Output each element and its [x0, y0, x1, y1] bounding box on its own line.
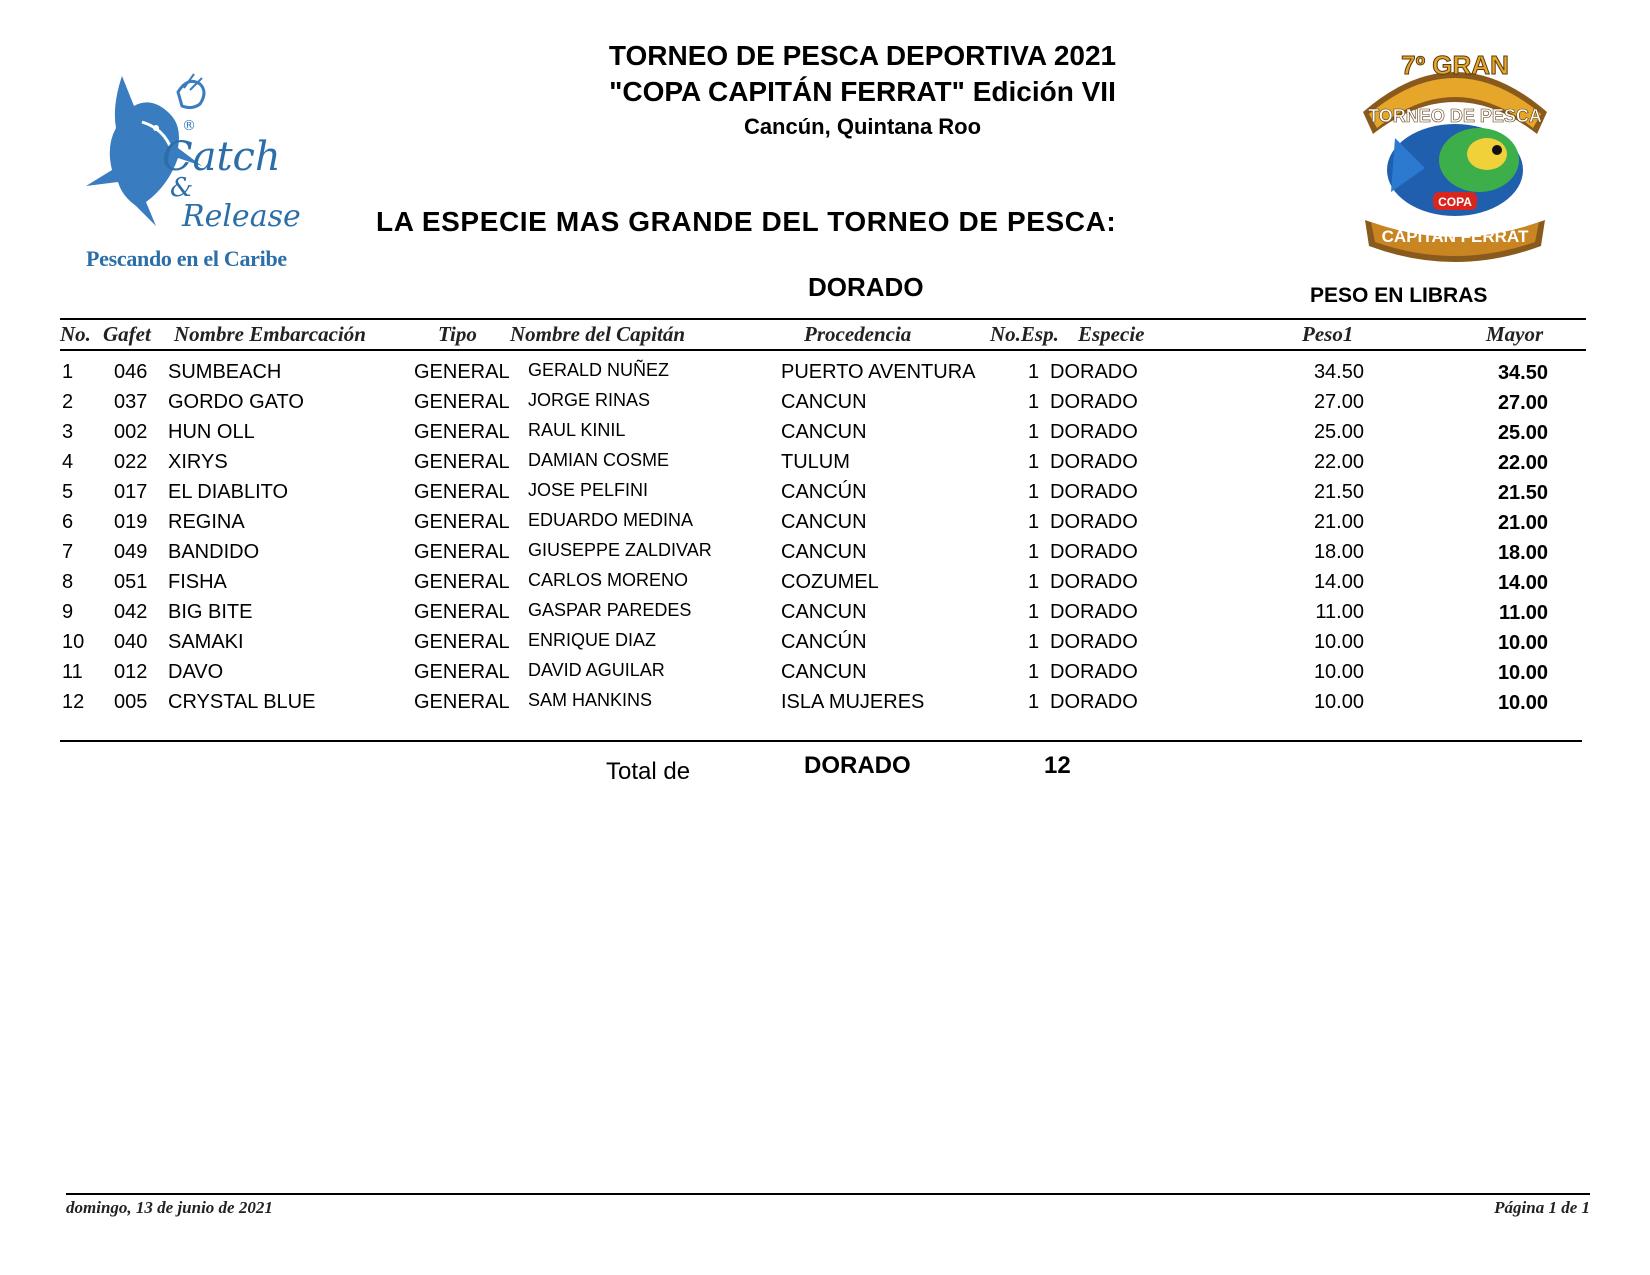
cell-peso1: 10.00 [1313, 631, 1364, 653]
table-row [0, 601, 1650, 631]
cell-gafet: 002 [114, 421, 148, 443]
table-row [0, 451, 1650, 481]
cell-origin: CANCUN [781, 391, 867, 413]
col-header-origin: Procedencia [804, 322, 912, 346]
cell-mayor: 34.50 [1497, 362, 1548, 384]
cell-species: DORADO [1050, 541, 1138, 563]
registered-mark: ® [182, 118, 196, 134]
cell-origin: CANCUN [781, 421, 867, 443]
cell-no-esp: 1 [1028, 601, 1040, 623]
cell-tipo: GENERAL [414, 391, 510, 413]
table-row [0, 481, 1650, 511]
catch-release-logo [82, 66, 301, 276]
col-header-no: No. [60, 322, 91, 346]
header-top-rule [60, 318, 1586, 320]
cell-peso1: 27.00 [1313, 391, 1364, 413]
cell-mayor: 21.50 [1497, 482, 1548, 504]
cell-tipo: GENERAL [414, 691, 510, 713]
cell-no-esp: 1 [1028, 691, 1040, 713]
marlin-icon [82, 66, 301, 276]
table-row [0, 421, 1650, 451]
report-subtitle: "COPA CAPITÁN FERRAT" Edición VII [609, 76, 1116, 107]
cell-no: 10 [62, 631, 85, 653]
cell-origin: CANCUN [781, 661, 867, 683]
table-row [0, 661, 1650, 691]
cell-peso1: 10.00 [1313, 661, 1364, 683]
cell-origin: CANCUN [781, 601, 867, 623]
cell-boat: BIG BITE [168, 601, 253, 623]
cell-no-esp: 1 [1028, 511, 1040, 533]
cell-no: 2 [62, 391, 74, 413]
cell-no-esp: 1 [1028, 361, 1040, 383]
cell-no: 5 [62, 481, 74, 503]
cell-tipo: GENERAL [414, 541, 510, 563]
cell-captain: JORGE RINAS [528, 390, 651, 410]
footer-date: domingo, 13 de junio de 2021 [66, 1198, 273, 1217]
cell-captain: EDUARDO MEDINA [528, 510, 694, 530]
cell-no-esp: 1 [1028, 631, 1040, 653]
cell-mayor: 22.00 [1497, 452, 1548, 474]
report-title: TORNEO DE PESCA DEPORTIVA 2021 [608, 40, 1117, 71]
col-header-tipo: Tipo [438, 322, 477, 346]
cell-captain: CARLOS MORENO [528, 570, 689, 590]
total-label: Total de [606, 758, 691, 785]
cell-gafet: 005 [114, 691, 148, 713]
cell-species: DORADO [1050, 421, 1138, 443]
cell-tipo: GENERAL [414, 481, 510, 503]
cell-no-esp: 1 [1028, 481, 1040, 503]
col-header-peso1: Peso1 [1302, 322, 1354, 346]
cell-mayor: 10.00 [1497, 692, 1548, 714]
cell-tipo: GENERAL [414, 571, 510, 593]
tournament-logo [1355, 42, 1555, 258]
cell-captain: SAM HANKINS [528, 690, 653, 710]
col-header-species: Especie [1078, 322, 1145, 346]
cell-boat: GORDO GATO [168, 391, 304, 413]
table-row [0, 511, 1650, 541]
cell-gafet: 040 [114, 631, 148, 653]
table-row [0, 391, 1650, 421]
cell-boat: CRYSTAL BLUE [168, 691, 316, 713]
cell-no-esp: 1 [1028, 541, 1040, 563]
table-row [0, 691, 1650, 721]
total-count: 12 [1044, 752, 1071, 779]
cell-peso1: 10.00 [1313, 691, 1364, 713]
cell-captain: RAUL KINIL [528, 420, 626, 440]
cell-peso1: 11.00 [1315, 601, 1364, 623]
brand-word-catch: Catch [162, 134, 281, 180]
col-header-boat: Nombre Embarcación [174, 322, 366, 346]
cell-gafet: 019 [114, 511, 148, 533]
cell-tipo: GENERAL [414, 361, 510, 383]
cell-no-esp: 1 [1028, 421, 1040, 443]
col-header-captain: Nombre del Capitán [510, 322, 686, 346]
cell-species: DORADO [1050, 571, 1138, 593]
tournament-emblem-icon [1355, 42, 1555, 258]
cell-gafet: 051 [114, 571, 148, 593]
emblem-line2: TORNEO DE PESCA [1368, 106, 1542, 126]
units-heading: PESO EN LIBRAS [1310, 284, 1488, 307]
cell-boat: REGINA [168, 511, 245, 533]
cell-species: DORADO [1050, 511, 1138, 533]
cell-mayor: 27.00 [1497, 392, 1548, 414]
cell-gafet: 012 [114, 661, 148, 683]
report-location: Cancún, Quintana Roo [743, 114, 982, 139]
cell-boat: FISHA [168, 571, 227, 593]
total-species: DORADO [804, 752, 911, 779]
cell-captain: JOSE PELFINI [528, 480, 649, 500]
cell-species: DORADO [1050, 451, 1138, 473]
cell-captain: DAVID AGUILAR [528, 660, 665, 680]
col-header-mayor: Mayor [1486, 322, 1544, 346]
cell-tipo: GENERAL [414, 661, 510, 683]
cell-tipo: GENERAL [414, 421, 510, 443]
cell-gafet: 046 [114, 361, 148, 383]
cell-no-esp: 1 [1028, 391, 1040, 413]
cell-no: 3 [62, 421, 74, 443]
cell-origin: CANCUN [781, 541, 867, 563]
cell-mayor: 10.00 [1497, 632, 1548, 654]
cell-origin: ISLA MUJERES [781, 691, 925, 713]
cell-no: 4 [62, 451, 74, 473]
cell-captain: GASPAR PAREDES [528, 600, 692, 620]
emblem-line1: 7º GRAN [1401, 50, 1509, 80]
cell-no: 8 [62, 571, 74, 593]
cell-peso1: 34.50 [1313, 361, 1364, 383]
table-row [0, 571, 1650, 601]
cell-species: DORADO [1050, 481, 1138, 503]
cell-peso1: 14.00 [1313, 571, 1364, 593]
cell-mayor: 18.00 [1497, 542, 1548, 564]
cell-no: 9 [62, 601, 74, 623]
emblem-banner: CAPITAN FERRAT [1381, 227, 1529, 246]
cell-species: DORADO [1050, 601, 1138, 623]
cell-boat: DAVO [168, 661, 224, 683]
cell-gafet: 049 [114, 541, 148, 563]
cell-peso1: 21.00 [1313, 511, 1364, 533]
cell-mayor: 14.00 [1497, 572, 1548, 594]
cell-no-esp: 1 [1028, 451, 1040, 473]
cell-mayor: 10.00 [1497, 662, 1548, 684]
cell-captain: ENRIQUE DIAZ [528, 630, 657, 650]
report-headline: LA ESPECIE MAS GRANDE DEL TORNEO DE PESCA: [376, 206, 1117, 237]
cell-tipo: GENERAL [414, 451, 510, 473]
cell-no-esp: 1 [1028, 661, 1040, 683]
cell-gafet: 037 [114, 391, 148, 413]
cell-gafet: 022 [114, 451, 148, 473]
table-row [0, 361, 1650, 391]
header-bottom-rule [60, 349, 1586, 351]
footer-rule [66, 1193, 1590, 1195]
species-heading: DORADO [808, 272, 924, 302]
cell-origin: CANCÚN [781, 631, 867, 653]
brand-amp: & [170, 173, 194, 203]
cell-peso1: 21.50 [1313, 481, 1364, 503]
cell-boat: XIRYS [168, 451, 228, 473]
cell-boat: HUN OLL [168, 421, 255, 443]
cell-tipo: GENERAL [414, 601, 510, 623]
cell-species: DORADO [1050, 361, 1138, 383]
cell-species: DORADO [1050, 691, 1138, 713]
cell-origin: PUERTO AVENTURA [781, 361, 976, 383]
cell-boat: SUMBEACH [168, 361, 282, 383]
cell-no-esp: 1 [1028, 571, 1040, 593]
col-header-gafet: Gafet [103, 322, 151, 346]
emblem-badge: COPA [1438, 195, 1472, 209]
cell-gafet: 042 [114, 601, 148, 623]
brand-word-release: Release [182, 199, 301, 234]
cell-peso1: 22.00 [1313, 451, 1364, 473]
table-row [0, 631, 1650, 661]
cell-captain: DAMIAN COSME [528, 450, 670, 470]
cell-boat: SAMAKI [168, 631, 244, 653]
cell-origin: CANCUN [781, 511, 867, 533]
cell-boat: EL DIABLITO [168, 481, 289, 503]
cell-captain: GIUSEPPE ZALDIVAR [528, 540, 712, 560]
cell-origin: COZUMEL [781, 571, 879, 593]
cell-species: DORADO [1050, 391, 1138, 413]
brand-tagline: Pescando en el Caribe [86, 246, 287, 271]
table-row [0, 541, 1650, 571]
total-rule [60, 740, 1582, 742]
cell-no: 7 [62, 541, 74, 563]
footer-page-number: Página 1 de 1 [1494, 1198, 1590, 1217]
cell-no: 6 [62, 511, 74, 533]
cell-species: DORADO [1050, 661, 1138, 683]
cell-no: 1 [62, 361, 74, 383]
cell-peso1: 25.00 [1313, 421, 1364, 443]
cell-mayor: 21.00 [1497, 512, 1548, 534]
cell-no: 12 [62, 691, 85, 713]
cell-mayor: 25.00 [1497, 422, 1548, 444]
cell-species: DORADO [1050, 631, 1138, 653]
cell-gafet: 017 [114, 481, 148, 503]
cell-captain: GERALD NUÑEZ [528, 360, 670, 380]
cell-mayor: 11.00 [1499, 602, 1548, 624]
cell-boat: BANDIDO [168, 541, 260, 563]
cell-tipo: GENERAL [414, 631, 510, 653]
cell-origin: TULUM [781, 451, 850, 473]
cell-peso1: 18.00 [1313, 541, 1364, 563]
cell-tipo: GENERAL [414, 511, 510, 533]
cell-no: 11 [62, 661, 83, 683]
cell-origin: CANCÚN [781, 481, 867, 503]
col-header-no-esp: No.Esp. [990, 322, 1059, 346]
